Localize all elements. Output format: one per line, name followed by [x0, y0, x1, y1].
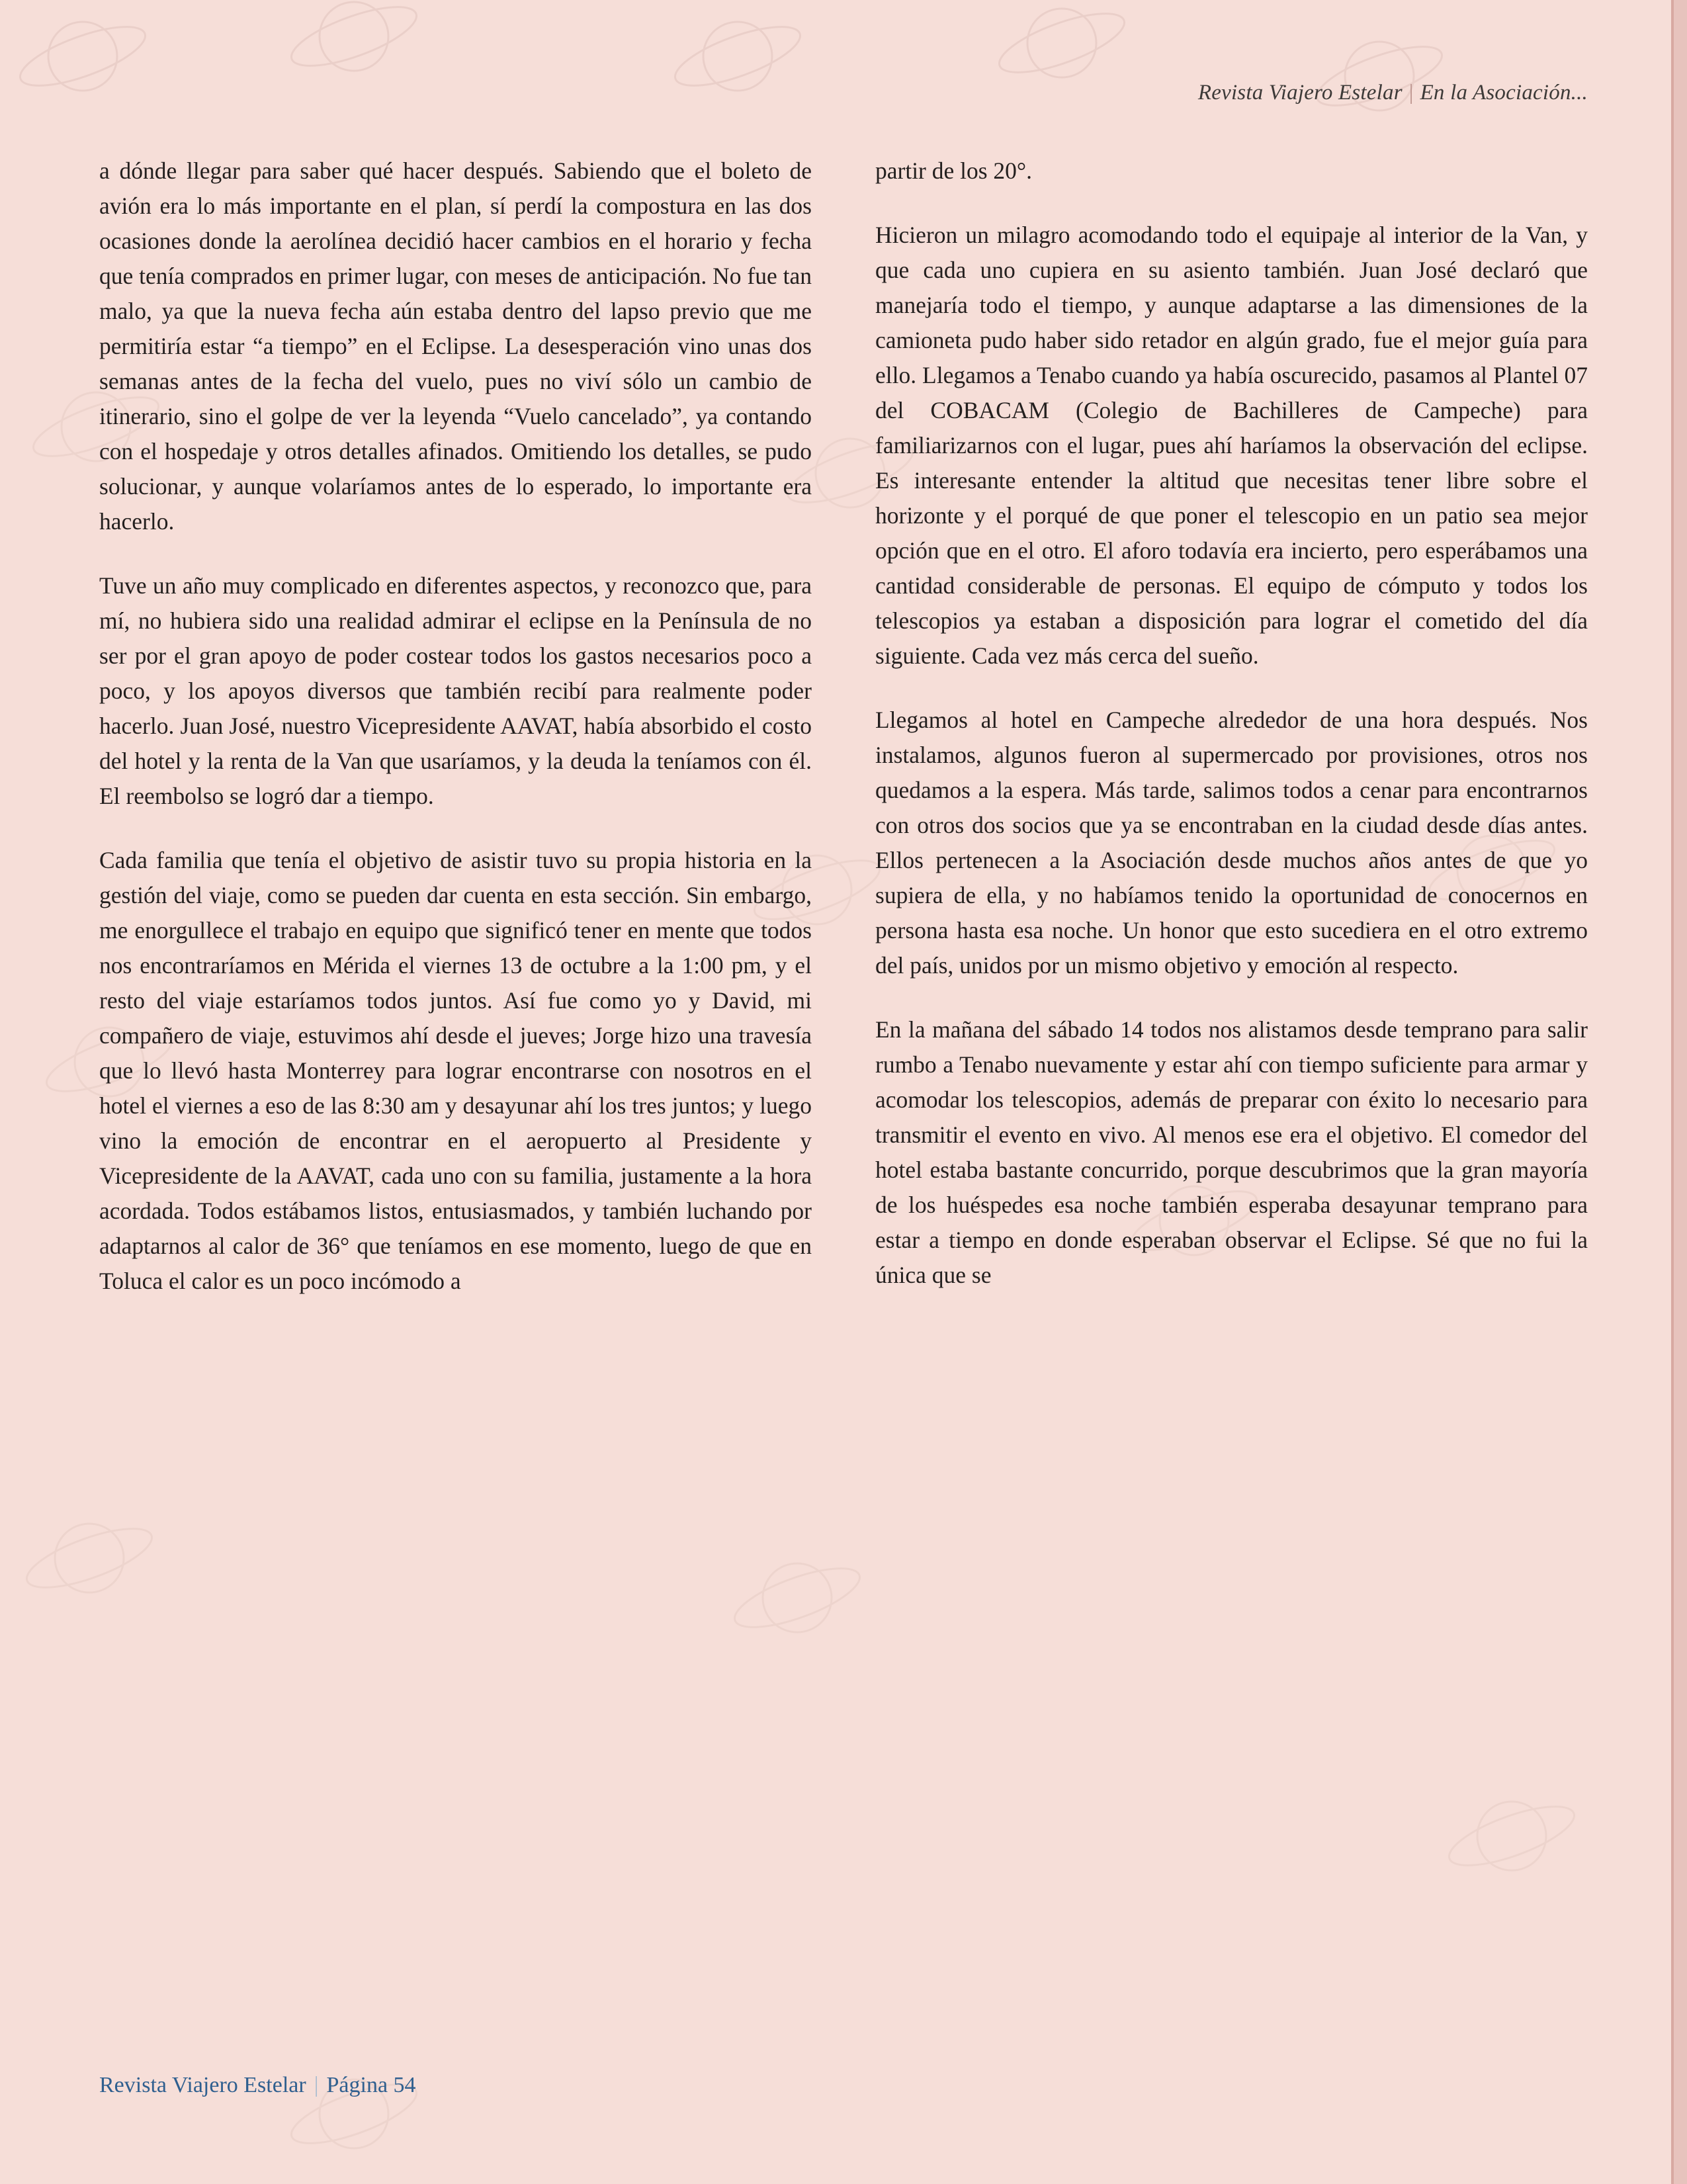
footer-magazine-title: Revista Viajero Estelar [99, 2073, 306, 2097]
footer-separator: | [314, 2073, 319, 2097]
paragraph: a dónde llegar para saber qué hacer después. Sabiendo que el boleto de avión era lo más importante en el plan, sí perdí la compostura en las dos ocasiones donde la aerolínea decidió hacer cambios en el horario y fecha que tenía comprados en primer lugar, con meses de anticipación. No fue tan malo, ya que la nueva fecha aún estaba dentro del lapso previo que me permitiría estar “a tiempo” en el Eclipse. La desesperación vino unas dos semanas antes de la fecha del vuelo, pues no viví sólo un cambio de itinerario, sino el golpe de ver la leyenda “Vuelo cancelado”, ya contando con el hospedaje y otros detalles afinados. Omitiendo los detalles, se pudo solucionar, y aunque volaríamos antes de lo esperado, lo importante era hacerlo. [99, 157, 812, 535]
paragraph: En la mañana del sábado 14 todos nos alistamos desde temprano para salir rumbo a Tenabo nuevamente y estar ahí con tiempo suficiente para armar y acomodar los telescopios, además de preparar con éxito lo necesario para transmitir el evento en vivo. Al menos ese era el objetivo. El comedor del hotel estaba bastante concurrido, porque descubrimos que la gran mayoría de los huéspedes esa noche también esperaba desayunar temprano para estar a tiempo en donde esperaban observar el Eclipse. Sé que no fui la única que se [875, 1016, 1588, 1288]
paragraph: Hicieron un milagro acomodando todo el equipaje al interior de la Van, y que cada uno cupiera en su asiento también. Juan José declaró que manejaría todo el tiempo, y aunque adaptarse a las dimensiones de la camioneta pudo haber sido retador en algún grado, fue el mejor guía para ello. Llegamos a Tenabo cuando ya había oscurecido, pasamos al Plantel 07 del COBACAM (Colegio de Bachilleres de Campeche) para familiarizarnos con el lugar, pues ahí haríamos la observación del eclipse. Es interesante entender la altitud que necesitas tener libre sobre el horizonte y el porqué de que poner el telescopio en un patio sea mejor opción que en el otro. El aforo todavía era incierto, pero esperábamos una cantidad considerable de personas. El equipo de cómputo y todos los telescopios ya estaban a disposición para lograr el cometido del día siguiente. Cada vez más cerca del sueño. [875, 222, 1588, 669]
header-separator: | [1408, 81, 1414, 105]
paragraph: Cada familia que tenía el objetivo de asistir tuvo su propia historia en la gestión del viaje, como se pueden dar cuenta en esta sección. Sin embargo, me enorgullece el trabajo en equipo que significó tener en mente que todos nos encontraríamos en Mérida el viernes 13 de octubre a la 1:00 pm, y el resto del viaje estaríamos todos juntos. Así fue como yo y David, mi compañero de viaje, estuvimos ahí desde el jueves; Jorge hizo una travesía que lo llevó hasta Monterrey para lograr encontrarse con nosotros en el hotel el viernes a eso de las 8:30 am y desayunar ahí los tres juntos; y luego vino la emoción de encontrar en el aeropuerto al Presidente y Vicepresidente de la AAVAT, cada uno con su familia, justamente a la hora acordada. Todos estábamos listos, entusiasmados, y también luchando por adaptarnos al calor de 36° que teníamos en ese momento, luego de que en Toluca el calor es un poco incómodo a [99, 847, 812, 1294]
header-magazine-title: Revista Viajero Estelar [1197, 81, 1403, 105]
page-footer [99, 2073, 416, 2098]
running-header [1198, 81, 1588, 105]
column-left [99, 153, 812, 1299]
paragraph: partir de los 20°. [875, 157, 1033, 184]
column-right [875, 153, 1588, 1299]
paragraph: Tuve un año muy complicado en diferentes aspectos, y reconozco que, para mí, no hubiera sido una realidad admirar el eclipse en la Península de no ser por el gran apoyo de poder costear todos los gastos necesarios poco a poco, y los apoyos diversos que también recibí para realmente poder hacerlo. Juan José, nuestro Vicepresidente AAVAT, había absorbido el costo del hotel y la renta de la Van que usaríamos, y la deuda la teníamos con él. El reembolso se logró dar a tiempo. [99, 572, 812, 809]
paragraph: Llegamos al hotel en Campeche alrededor de una hora después. Nos instalamos, algunos fueron al supermercado por provisiones, otros nos quedamos a la espera. Más tarde, salimos todos a cenar para encontrarnos con otros dos socios que ya se encontraban en la ciudad desde días antes. Ellos pertenecen a la Asociación desde muchos años antes de que yo supiera de ella, y no habíamos tenido la oportunidad de conocernos en persona hasta esa noche. Un honor que esto sucediera en el otro extremo del país, unidos por un mismo objetivo y emoción al respecto. [875, 707, 1588, 979]
page-number: Página 54 [326, 2073, 416, 2097]
header-section-title: En la Asociación... [1420, 81, 1588, 105]
article-body [99, 153, 1588, 1299]
